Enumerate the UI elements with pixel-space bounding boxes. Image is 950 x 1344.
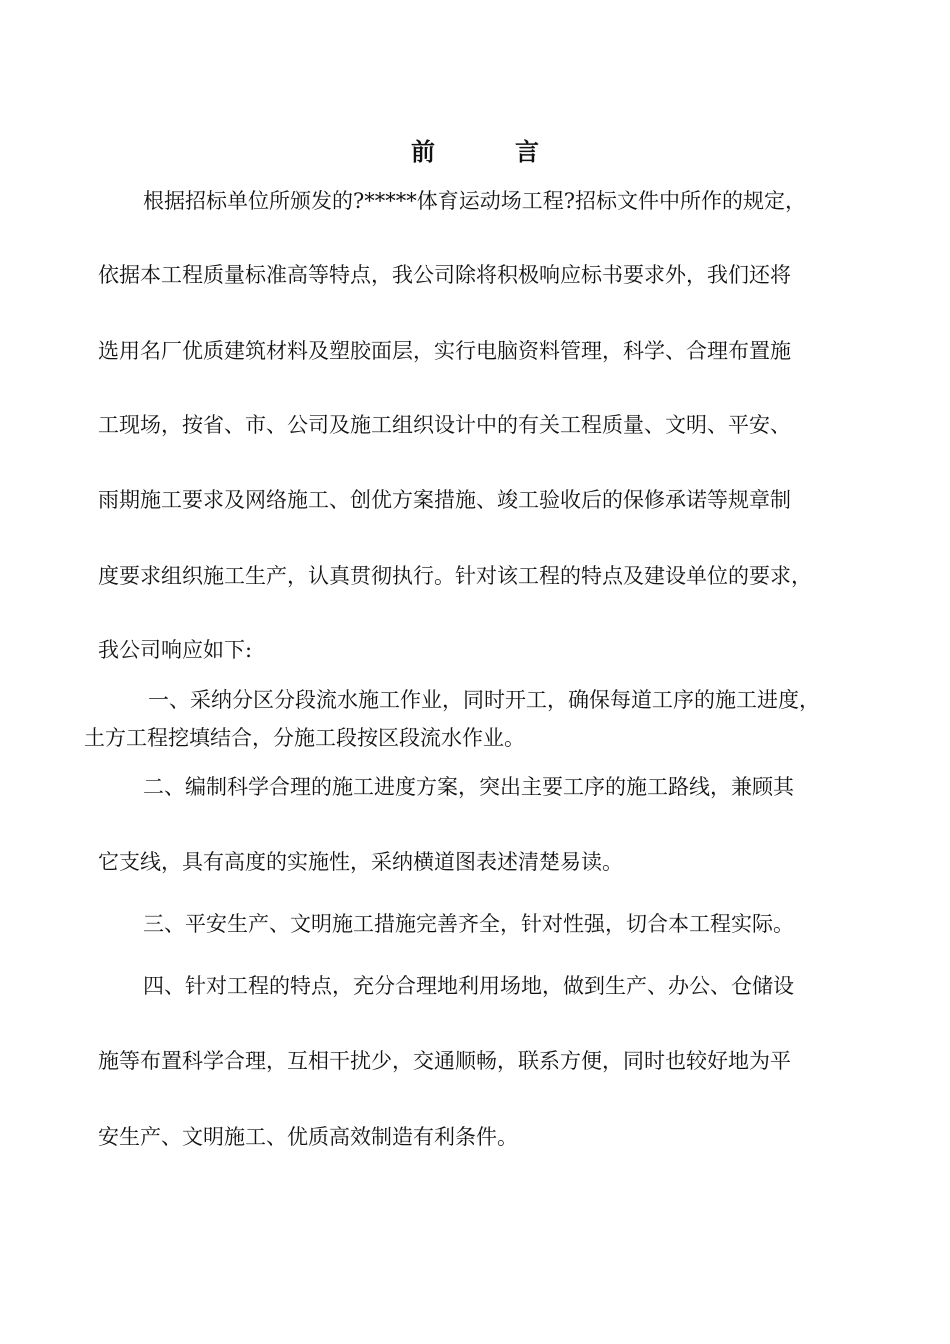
item-three-line-1: 三、平安生产、文明施工措施完善齐全，针对性强，切合本工程实际。 [143,912,794,936]
intro-line-5: 雨期施工要求及网络施工、创优方案措施、竣工验收后的保修承诺等规章制 [98,488,791,512]
page-title: 前 言 [411,137,567,166]
intro-line-2: 依据本工程质量标准高等特点，我公司除将积极响应标书要求外，我们还将 [98,263,791,287]
item-one-line-2: 土方工程挖填结合，分施工段按区段流水作业。 [84,726,525,750]
intro-line-7: 我公司响应如下: [98,638,253,662]
item-four-line-1: 四、针对工程的特点，充分合理地利用场地，做到生产、办公、仓储设 [143,974,794,998]
intro-line-3: 选用名厂优质建筑材料及塑胶面层，实行电脑资料管理，科学、合理布置施 [98,339,791,363]
item-two-line-2: 它支线，具有高度的实施性，采纳横道图表述清楚易读。 [98,850,623,874]
item-two-line-1: 二、编制科学合理的施工进度方案，突出主要工序的施工路线，兼顾其 [143,775,794,799]
intro-line-1: 根据招标单位所颁发的?*****体育运动场工程?招标文件中所作的规定， [143,189,807,213]
item-four-line-2: 施等布置科学合理，互相干扰少，交通顺畅，联系方便，同时也较好地为平 [98,1049,791,1073]
item-four-line-3: 安生产、文明施工、优质高效制造有利条件。 [98,1125,518,1149]
intro-line-6: 度要求组织施工生产，认真贯彻执行。针对该工程的特点及建设单位的要求， [98,564,812,588]
intro-line-4: 工现场，按省、市、公司及施工组织设计中的有关工程质量、文明、平安、 [98,413,791,437]
item-one-line-1: 一、采纳分区分段流水施工作业，同时开工，确保每道工序的施工进度， [148,688,820,712]
